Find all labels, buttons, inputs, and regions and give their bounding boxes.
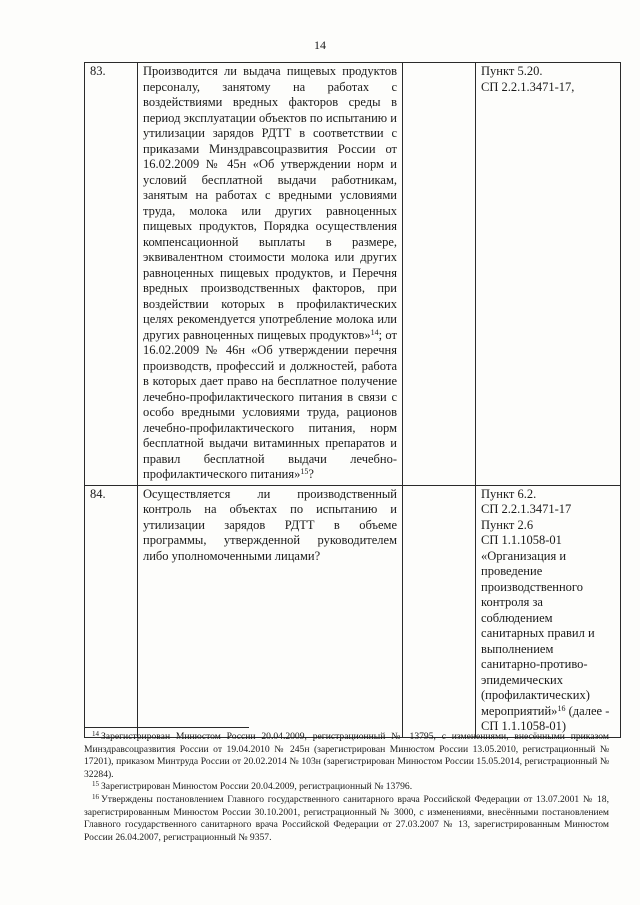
empty-cell [403,485,476,737]
empty-cell [403,63,476,486]
reference-line: «Организация и проведение производственного контроля за соблюдением санитарных правил и выполнением санитарно-противо-эпидемических (профилактических) мероприятий» [481,548,595,718]
question-text [138,63,403,486]
footnote-ref: 15 [300,467,309,476]
reference-cell [476,485,621,737]
page-number: 14 [314,38,326,52]
footnote [84,794,609,844]
reference-line: СП 2.2.1.3471-17 [481,502,572,516]
footnote-marker: 15 [92,780,99,789]
question-text-part: Осуществляется ли производственный контроль на объектах по испытанию и утилизации зарядов РДТТ в объеме программы, утвержденной руководителем либо уполномоченными лицами? [143,486,397,563]
requirements-table [84,62,621,738]
footnote-text: Зарегистрирован Минюстом России 20.04.2009, регистрационный № 13796. [101,781,413,793]
reference-line: СП 1.1.1058-01 [481,533,562,547]
footnote [84,781,609,794]
reference-line: Пункт 5.20. [481,64,543,78]
question-text-part: Производится ли выдача пищевых продуктов персоналу, занятому на работах с воздействиями вредных факторов среды в период эксплуатации объектов по испытанию и утилизации зарядов РДТТ в соответствии с приказами Минздравсоцразвития России от 16.02.2009 № 45н «Об утверждении норм и условий бесплатной выдачи работникам, занятым на работах с вредными условиями труда, молока или других равноценных пищевых продуктов, Порядка осуществления компенсационной выплаты в размере, эквивалентном стоимости молока или других равноценных пищевых продуктов, и Перечня вредных производственных факторов, при воздействии которых в профилактических целях рекомендуется употребление молока или других равноценных пищевых продуктов» [143,64,397,342]
footnote [84,731,609,781]
reference-line: Пункт 6.2. [481,486,537,501]
reference-line: Пункт 2.6 [481,517,534,532]
footnote-text: Утверждены постановлением Главного государственного санитарного врача Российской Федерации от 13.07.2001 № 18, зарегистрированным Минюстом России 30.10.2001, регистрационный № 3000, с изменениями, внесёнными постановлением Главного государственного санитарного врача Российской Федерации от 27.03.2007 № 13, зарегистрированным Минюстом России 26.04.2007, регистрационный № 9357. [84,793,609,843]
question-text-part: ; от 16.02.2009 № 46н «Об утверждении перечня производств, профессий и должностей, работа в которых дает право на бесплатное получение лечебно-профилактического питания в связи с особо вредными условиями труда, рационов лечебно-профилактического питания, норм бесплатной выдачи витаминных препаратов и правил бесплатной выдачи лечебно-профилактического питания» [143,327,397,481]
row-number: 84. [85,485,138,737]
reference-line: СП 2.2.1.3471-17, [481,79,575,94]
reference-line: (далее - СП 1.1.1058-01) [481,703,610,733]
footnote-ref: 16 [557,703,566,713]
question-text [138,485,403,737]
reference-cell [476,63,621,486]
footnote-text: Зарегистрирован Минюстом России 20.04.2009, регистрационный № 13795, с изменениями, внесёнными приказом Минздравсоцразвития России от 19.04.2010 № 245н (зарегистрирован Минюстом России 13.05.2010, регистрационный № 17201), приказом Минтруда России от 20.02.2014 № 103н (зарегистрирован Минюстом России 15.05.2014, регистрационный № 32284). [84,731,609,780]
question-text-part: ? [308,467,314,481]
footnote-separator [84,727,249,728]
footnote-ref: 14 [370,327,379,337]
footnote-marker: 16 [92,792,99,801]
footnotes [84,731,609,844]
table-row [85,63,621,486]
table-row [85,485,621,737]
footnote-marker: 14 [92,730,99,738]
row-number: 83. [85,63,138,486]
